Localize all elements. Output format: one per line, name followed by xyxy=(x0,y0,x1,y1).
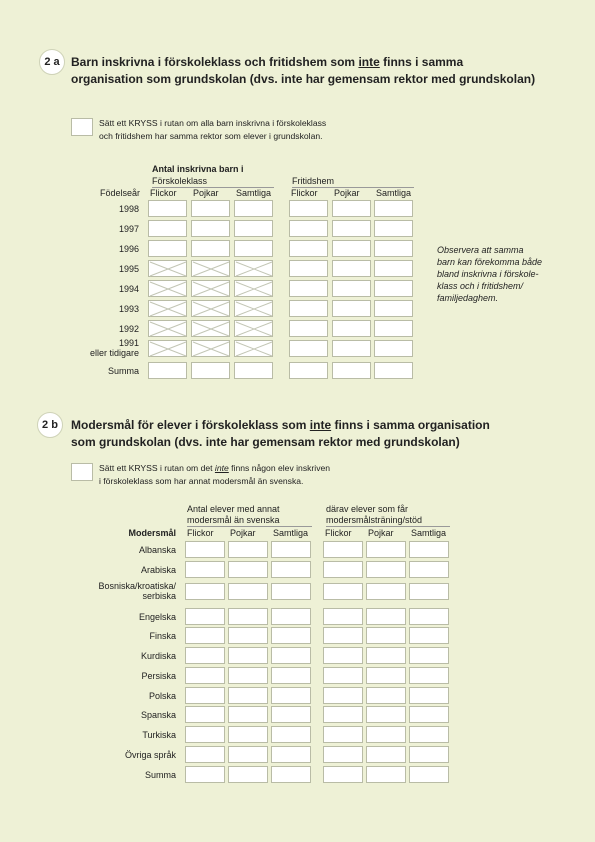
group-modersmalstraning: modersmålsträning/stöd xyxy=(326,515,450,527)
input-cell[interactable] xyxy=(289,220,328,237)
input-cell[interactable] xyxy=(289,300,328,317)
row-label-1992 xyxy=(60,324,139,334)
input-cell[interactable] xyxy=(374,260,413,277)
row-label-text: Turkiska xyxy=(142,730,176,740)
input-cell[interactable] xyxy=(409,627,449,644)
disabled-cell xyxy=(148,260,187,277)
col-header-samtliga: Samtliga xyxy=(236,188,272,198)
input-cell[interactable] xyxy=(323,706,363,723)
row-label-language xyxy=(60,651,176,661)
input-cell[interactable] xyxy=(332,320,371,337)
disabled-cell xyxy=(148,300,187,317)
input-cell[interactable] xyxy=(323,667,363,684)
input-cell[interactable] xyxy=(148,362,187,379)
input-cell[interactable] xyxy=(409,766,449,783)
disabled-cell xyxy=(234,300,273,317)
input-cell[interactable] xyxy=(185,766,225,783)
input-cell[interactable] xyxy=(374,200,413,217)
col-header-pojkar: Pojkar xyxy=(334,188,360,198)
row-label-language xyxy=(60,770,176,780)
input-cell[interactable] xyxy=(228,766,268,783)
input-cell[interactable] xyxy=(289,260,328,277)
side-note xyxy=(437,244,567,304)
input-cell[interactable] xyxy=(271,647,311,664)
row-header-modersmal: Modersmål xyxy=(128,528,176,538)
title-part: Barn inskrivna i förskoleklass och fritidshem som xyxy=(71,55,359,69)
col-header-pojkar: Pojkar xyxy=(193,188,219,198)
input-cell[interactable] xyxy=(271,627,311,644)
disabled-cell xyxy=(234,260,273,277)
row-label-language xyxy=(60,710,176,720)
row-label-text: Polska xyxy=(148,691,176,701)
row-label-sub: eller tidigare xyxy=(89,348,139,358)
input-cell[interactable] xyxy=(228,541,268,558)
row-label-text: 1997 xyxy=(118,224,139,234)
instruction-part: Sätt ett KRYSS i rutan om det xyxy=(99,463,215,473)
disabled-cell xyxy=(191,320,230,337)
row-label-language xyxy=(60,565,176,575)
input-cell[interactable] xyxy=(332,280,371,297)
instruction-line: Sätt ett KRYSS i rutan om alla barn inskrivna i förskoleklass xyxy=(99,118,327,128)
disabled-cell xyxy=(234,320,273,337)
row-header-fodelsear: Födelseår xyxy=(99,188,140,198)
col-header-pojkar: Pojkar xyxy=(368,528,394,538)
input-cell[interactable] xyxy=(366,627,406,644)
input-cell[interactable] xyxy=(409,746,449,763)
input-cell[interactable] xyxy=(185,746,225,763)
no-other-mother-tongue-checkbox[interactable] xyxy=(71,463,93,481)
input-cell[interactable] xyxy=(228,687,268,704)
input-cell[interactable] xyxy=(323,583,363,600)
input-cell[interactable] xyxy=(366,541,406,558)
input-cell[interactable] xyxy=(271,583,311,600)
input-cell[interactable] xyxy=(234,200,273,217)
section-2a-badge: 2 a xyxy=(39,49,65,75)
section-2b-badge: 2 b xyxy=(37,412,63,438)
input-cell[interactable] xyxy=(409,583,449,600)
input-cell[interactable] xyxy=(374,320,413,337)
section-2b-title xyxy=(71,417,571,451)
instruction-line: i förskoleklass som har annat modersmål än svenska. xyxy=(99,476,304,486)
row-label-text: Övriga språk xyxy=(124,750,176,760)
input-cell[interactable] xyxy=(374,362,413,379)
input-cell[interactable] xyxy=(185,667,225,684)
instruction-line: och fritidshem har samma rektor som elever i grundskolan. xyxy=(99,131,323,141)
input-cell[interactable] xyxy=(185,561,225,578)
input-cell[interactable] xyxy=(409,726,449,743)
input-cell[interactable] xyxy=(289,320,328,337)
input-cell[interactable] xyxy=(185,706,225,723)
table-2a-heading: Antal inskrivna barn i xyxy=(152,164,244,174)
input-cell[interactable] xyxy=(409,687,449,704)
title-part: finns i samma organisation xyxy=(331,418,490,432)
col-header-flickor: Flickor xyxy=(187,528,214,538)
input-cell[interactable] xyxy=(323,687,363,704)
disabled-cell xyxy=(191,300,230,317)
input-cell[interactable] xyxy=(409,541,449,558)
input-cell[interactable] xyxy=(228,583,268,600)
side-note-line: barn kan förekomma både xyxy=(437,257,543,267)
side-note-line: Observera att samma xyxy=(437,245,524,255)
input-cell[interactable] xyxy=(374,240,413,257)
input-cell[interactable] xyxy=(323,541,363,558)
row-label-sub: serbiska xyxy=(142,591,176,601)
section-2a-title xyxy=(71,54,571,88)
input-cell[interactable] xyxy=(148,220,187,237)
input-cell[interactable] xyxy=(289,340,328,357)
input-cell[interactable] xyxy=(191,200,230,217)
title-part: Modersmål för elever i förskoleklass som xyxy=(71,418,310,432)
row-label-language xyxy=(60,750,176,760)
input-cell[interactable] xyxy=(374,340,413,357)
input-cell[interactable] xyxy=(374,280,413,297)
row-label-text: Summa xyxy=(144,770,176,780)
title-part: finns i samma xyxy=(379,55,464,69)
checkbox-2b-instruction xyxy=(99,462,330,488)
side-note-line: klass och i fritidshem/ xyxy=(437,281,524,291)
row-label-1997 xyxy=(60,224,139,234)
input-cell[interactable] xyxy=(366,687,406,704)
title-emphasis: inte xyxy=(309,418,332,432)
input-cell[interactable] xyxy=(271,706,311,723)
row-label-text: Albanska xyxy=(138,545,176,555)
input-cell[interactable] xyxy=(185,687,225,704)
input-cell[interactable] xyxy=(366,706,406,723)
input-cell[interactable] xyxy=(332,300,371,317)
checkbox-2a-instruction xyxy=(99,117,326,143)
input-cell[interactable] xyxy=(234,240,273,257)
input-cell[interactable] xyxy=(191,362,230,379)
row-label-language xyxy=(60,691,176,701)
title-line-2: organisation som grundskolan (dvs. inte har gemensam rektor med grundskolan) xyxy=(71,72,536,86)
input-cell[interactable] xyxy=(234,362,273,379)
input-cell[interactable] xyxy=(323,766,363,783)
col-header-flickor: Flickor xyxy=(325,528,352,538)
row-label-text: 1995 xyxy=(118,264,139,274)
row-label-1994 xyxy=(60,284,139,294)
group-forskoleklass: Förskoleklass xyxy=(152,176,274,188)
disabled-cell xyxy=(191,280,230,297)
row-label-1993 xyxy=(60,304,139,314)
input-cell[interactable] xyxy=(323,561,363,578)
col-header-flickor: Flickor xyxy=(150,188,177,198)
row-label-text: Engelska xyxy=(138,612,176,622)
all-same-principal-checkbox[interactable] xyxy=(71,118,93,136)
input-cell[interactable] xyxy=(148,200,187,217)
row-label-text: Bosniska/kroatiska/ xyxy=(98,581,176,591)
title-line-2: som grundskolan (dvs. inte har gemensam rektor med grundskolan) xyxy=(71,435,460,449)
disabled-cell xyxy=(234,340,273,357)
col-header-samtliga: Samtliga xyxy=(273,528,309,538)
row-label-1998 xyxy=(60,204,139,214)
input-cell[interactable] xyxy=(332,260,371,277)
input-cell[interactable] xyxy=(271,687,311,704)
row-label-text: Finska xyxy=(149,631,176,641)
row-label-text: Persiska xyxy=(141,671,176,681)
input-cell[interactable] xyxy=(409,667,449,684)
col-header-pojkar: Pojkar xyxy=(230,528,256,538)
col-header-flickor: Flickor xyxy=(291,188,318,198)
disabled-cell xyxy=(148,340,187,357)
row-label-text: Spanska xyxy=(140,710,176,720)
row-label-text: 1992 xyxy=(118,324,139,334)
input-cell[interactable] xyxy=(228,667,268,684)
title-emphasis: inte xyxy=(358,55,380,69)
input-cell[interactable] xyxy=(289,362,328,379)
disabled-cell xyxy=(234,280,273,297)
input-cell[interactable] xyxy=(185,608,225,625)
row-label-1996 xyxy=(60,244,139,254)
input-cell[interactable] xyxy=(185,541,225,558)
group-fritidshem: Fritidshem xyxy=(292,176,414,188)
disabled-cell xyxy=(191,340,230,357)
input-cell[interactable] xyxy=(271,667,311,684)
input-cell[interactable] xyxy=(409,647,449,664)
input-cell[interactable] xyxy=(289,240,328,257)
row-label-1995 xyxy=(60,264,139,274)
row-label-text: 1996 xyxy=(118,244,139,254)
input-cell[interactable] xyxy=(366,726,406,743)
side-note-line: familjedaghem. xyxy=(437,293,499,303)
group-annat-modersmal-line1: Antal elever med annat xyxy=(187,504,280,514)
input-cell[interactable] xyxy=(228,627,268,644)
row-label-language xyxy=(60,730,176,740)
input-cell[interactable] xyxy=(409,706,449,723)
input-cell[interactable] xyxy=(323,746,363,763)
group-annat-modersmal: modersmål än svenska xyxy=(187,515,312,527)
input-cell[interactable] xyxy=(332,362,371,379)
row-label-language xyxy=(60,631,176,641)
input-cell[interactable] xyxy=(271,746,311,763)
input-cell[interactable] xyxy=(228,726,268,743)
input-cell[interactable] xyxy=(228,746,268,763)
instruction-part: finns någon elev inskriven xyxy=(228,463,331,473)
input-cell[interactable] xyxy=(271,726,311,743)
input-cell[interactable] xyxy=(185,583,225,600)
col-header-samtliga: Samtliga xyxy=(411,528,447,538)
disabled-cell xyxy=(148,320,187,337)
input-cell[interactable] xyxy=(228,608,268,625)
input-cell[interactable] xyxy=(332,340,371,357)
input-cell[interactable] xyxy=(234,220,273,237)
input-cell[interactable] xyxy=(271,541,311,558)
input-cell[interactable] xyxy=(374,300,413,317)
input-cell[interactable] xyxy=(332,240,371,257)
row-label-text: 1991 xyxy=(118,338,139,348)
input-cell[interactable] xyxy=(332,200,371,217)
instruction-emphasis: inte xyxy=(214,463,229,473)
input-cell[interactable] xyxy=(228,706,268,723)
input-cell[interactable] xyxy=(332,220,371,237)
input-cell[interactable] xyxy=(271,561,311,578)
input-cell[interactable] xyxy=(366,583,406,600)
row-label-text: Kurdiska xyxy=(140,651,176,661)
input-cell[interactable] xyxy=(366,647,406,664)
input-cell[interactable] xyxy=(366,766,406,783)
side-note-line: bland inskrivna i förskole- xyxy=(437,269,539,279)
input-cell[interactable] xyxy=(366,667,406,684)
col-header-samtliga: Samtliga xyxy=(376,188,412,198)
row-label-language xyxy=(60,671,176,681)
input-cell[interactable] xyxy=(191,220,230,237)
input-cell[interactable] xyxy=(323,647,363,664)
row-label-text: Summa xyxy=(107,366,139,376)
disabled-cell xyxy=(191,260,230,277)
input-cell[interactable] xyxy=(185,647,225,664)
row-label-language xyxy=(60,545,176,555)
row-label-language xyxy=(60,581,176,601)
input-cell[interactable] xyxy=(185,627,225,644)
input-cell[interactable] xyxy=(228,561,268,578)
input-cell[interactable] xyxy=(271,766,311,783)
input-cell[interactable] xyxy=(366,746,406,763)
input-cell[interactable] xyxy=(289,200,328,217)
input-cell[interactable] xyxy=(409,561,449,578)
input-cell[interactable] xyxy=(366,608,406,625)
input-cell[interactable] xyxy=(185,726,225,743)
row-label-text: 1993 xyxy=(118,304,139,314)
row-label-text: 1994 xyxy=(118,284,139,294)
input-cell[interactable] xyxy=(191,240,230,257)
row-label-text: Arabiska xyxy=(140,565,176,575)
row-label-summa xyxy=(60,366,139,376)
input-cell[interactable] xyxy=(409,608,449,625)
disabled-cell xyxy=(148,280,187,297)
input-cell[interactable] xyxy=(323,608,363,625)
input-cell[interactable] xyxy=(323,726,363,743)
row-label-1991 xyxy=(60,338,139,358)
input-cell[interactable] xyxy=(148,240,187,257)
input-cell[interactable] xyxy=(374,220,413,237)
input-cell[interactable] xyxy=(323,627,363,644)
row-label-language xyxy=(60,612,176,622)
input-cell[interactable] xyxy=(366,561,406,578)
input-cell[interactable] xyxy=(271,608,311,625)
input-cell[interactable] xyxy=(289,280,328,297)
input-cell[interactable] xyxy=(228,647,268,664)
row-label-text: 1998 xyxy=(118,204,139,214)
group-modersmalstraning-line1: därav elever som får xyxy=(326,504,409,514)
